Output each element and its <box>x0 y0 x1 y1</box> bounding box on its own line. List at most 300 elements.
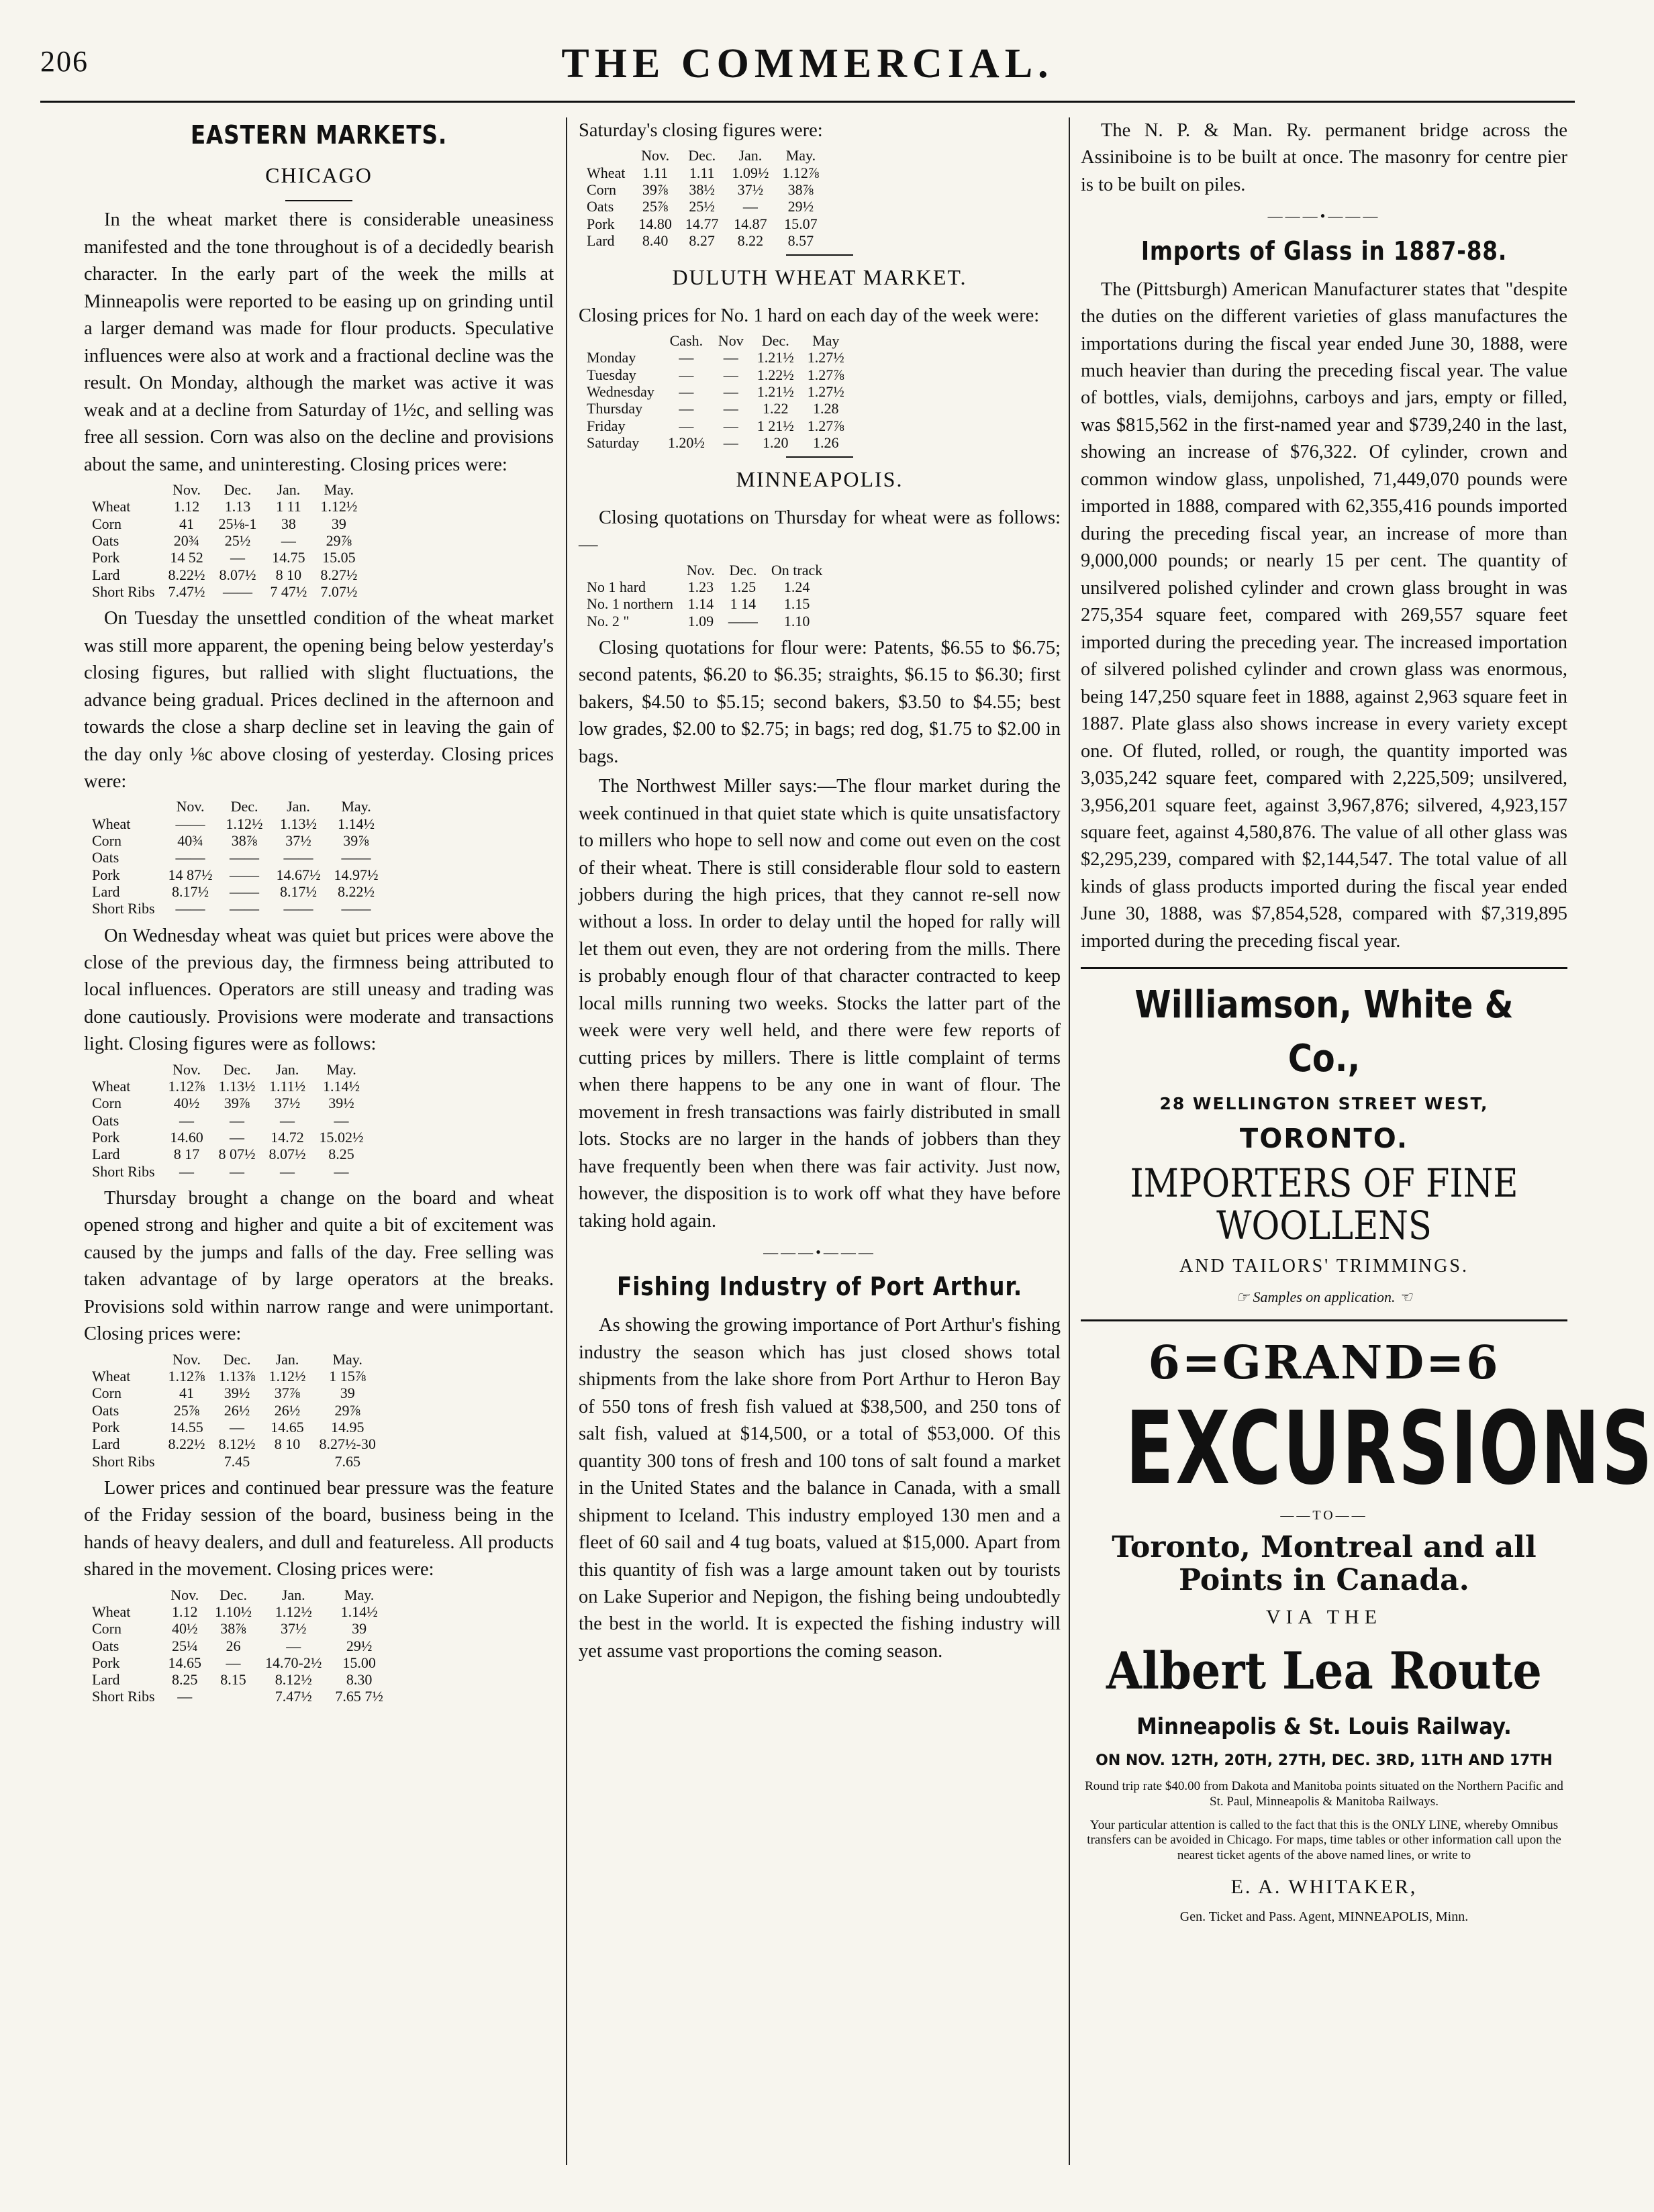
column-header: Jan. <box>277 481 301 499</box>
table-cell: Wheat <box>92 1368 131 1385</box>
table-cell: 14.75 <box>272 549 305 566</box>
title-rule <box>285 200 352 201</box>
table-cell: 8.40 <box>642 232 669 249</box>
table-row <box>84 1419 383 1436</box>
paragraph-northwest-miller: The Northwest Miller says:—The flour market during the week continued in that quiet state which is quite unsatisfactory to millers who hope to sell now and come out even on the cost of their wheat. There is still considerable flour sold to eastern jobbers during the high prices, that they cannot re-sell now without a loss. In order to delay until the hoped for rally will let them out even, they are not ordering from the mills. There is probably enough flour of that character contracted to keep local mills running two weeks. Stocks the latter part of the week were very well held, and there were few reports of cutting prices by millers. There is little complaint of terms when there happens to be any one in want of flour. The movement in fresh transactions was fairly distributed in small lots. Stocks are no larger in the hands of jobbers than they have frequently been when there was fair activity. Just now, however, the disposition is to work off what they have before taking hold again. <box>579 776 1061 1231</box>
table-cell: — <box>723 383 738 401</box>
table-cell: — <box>723 434 738 451</box>
table-cell: Short Ribs <box>92 583 155 600</box>
table-cell: 14.77 <box>685 215 719 232</box>
table-cell: 25½ <box>224 532 251 549</box>
paragraph-fishing: As showing the growing importance of Port Arthur's fishing industry the season which has just closed shows total shipments from the lake shore from Port Arthur to Heron Bay of 550 tons of fresh fish valued at $38,500, and 250 tons of salt fish, valued at $14,500, or a total of $53,000. Of this quantity 300 tons of fresh and 100 tons of salt found a market in the United States and the balance in Canada, with a small shipment to Iceland. This industry employed 130 men and a fleet of 60 sail and 4 tug boats, valued at $15,000. Apart from this quantity of fish was a large amount taken out by tourists on Lake Superior and Nepigon, the fishing being undoubtedly the best in the world. It is expected the fishing industry will yet assume vast proportions the coming season. <box>579 1315 1061 1662</box>
table-cell: 14.67½ <box>276 866 321 883</box>
table-cell: 14.70-2½ <box>265 1654 322 1671</box>
ad-via: VIA THE <box>1266 1605 1382 1628</box>
table-row <box>84 1163 371 1180</box>
column-header: Dec. <box>230 798 258 815</box>
table-row <box>84 1095 371 1111</box>
table-cell: 1.28 <box>813 400 839 417</box>
price-table-monday <box>84 481 364 600</box>
table-cell: 37½ <box>274 1095 301 1112</box>
table-cell: 1.14 <box>687 595 714 613</box>
ad-route-name: Albert Lea Route <box>1106 1640 1542 1701</box>
table-row <box>579 366 851 383</box>
table-cell: Oats <box>92 1111 119 1129</box>
table-cell: Corn <box>587 181 616 199</box>
table-cell: Oats <box>587 198 614 215</box>
table-row <box>84 566 364 583</box>
header-rule <box>40 101 1575 103</box>
table-header-row <box>84 1351 383 1368</box>
column-header: Jan. <box>281 1586 305 1603</box>
table-cell: 8 10 <box>274 1436 301 1453</box>
price-table-friday <box>84 1587 390 1705</box>
table-cell: 39½ <box>328 1095 354 1112</box>
table-cell: — <box>230 1162 245 1180</box>
table-cell: 8.22½ <box>168 566 205 583</box>
table-row <box>84 1453 383 1470</box>
table-cell: 1.12 <box>173 498 200 515</box>
table-cell: 25⅛-1 <box>218 515 257 532</box>
table-cell <box>162 1453 212 1470</box>
column-header: May. <box>785 147 816 164</box>
table-cell: 37½ <box>285 832 311 850</box>
ad-address: 28 WELLINGTON STREET WEST, <box>1159 1094 1489 1114</box>
table-cell: — <box>280 1162 295 1180</box>
table-cell: 39⅞ <box>224 1095 250 1112</box>
table-cell: Wheat <box>92 498 131 515</box>
advertisement-excursions <box>1081 1331 1654 1926</box>
table-cell: Wheat <box>92 815 131 832</box>
table-cell: 1.27½ <box>807 349 844 366</box>
table-row <box>579 579 829 595</box>
ad-subheadline: AND TAILORS' TRIMMINGS. <box>1179 1256 1469 1277</box>
table-row <box>84 900 385 917</box>
column-header <box>84 798 162 815</box>
table-row <box>84 1638 390 1654</box>
column-header <box>579 332 661 349</box>
table-cell: Lard <box>92 1671 120 1689</box>
table-cell: 8.17½ <box>172 883 209 900</box>
table-cell: 38½ <box>689 181 715 199</box>
table-cell: 1.27⅞ <box>807 417 844 434</box>
table-cell: Tuesday <box>587 366 636 383</box>
table-row <box>84 583 364 600</box>
page-number: 206 <box>40 45 89 78</box>
column-divider <box>1069 117 1070 2165</box>
table-cell: 8.12½ <box>275 1671 312 1689</box>
table-cell: — <box>230 1129 245 1146</box>
table-cell: Wheat <box>92 1603 131 1620</box>
table-cell: 8.27 <box>689 232 715 249</box>
table-cell: 1.12⅞ <box>168 1078 205 1095</box>
table-cell: — <box>230 549 245 566</box>
table-cell: 8.15 <box>220 1671 246 1689</box>
table-cell: 7.47½ <box>168 583 205 600</box>
table-cell: — <box>679 417 694 434</box>
table-row <box>84 515 364 532</box>
table-cell: 1.12⅞ <box>168 1368 205 1385</box>
table-cell: — <box>723 349 738 366</box>
table-cell: No 1 hard <box>587 578 646 595</box>
table-cell: 1.27½ <box>807 383 844 401</box>
table-cell: 1.20½ <box>667 434 705 451</box>
table-cell: — <box>723 417 738 434</box>
table-cell: 1.09½ <box>732 164 769 181</box>
table-cell: 37½ <box>737 181 764 199</box>
column-header: May. <box>332 1350 362 1368</box>
paragraph-saturday-intro: Saturday's closing figures were: <box>579 120 823 141</box>
table-cell: 25⅞ <box>642 198 669 215</box>
table-cell: 39½ <box>224 1385 250 1402</box>
table-row <box>84 832 385 849</box>
table-header-row <box>579 147 826 164</box>
column-header: Nov <box>718 332 744 350</box>
advertisement-rule <box>1081 1319 1567 1321</box>
table-cell: 8.07½ <box>269 1146 306 1163</box>
table-row <box>84 883 385 900</box>
table-cell: 8.27½-30 <box>319 1436 376 1453</box>
paragraph-monday: In the wheat market there is considerable uneasiness manifested and the tone throughout is of a decidedly bearish character. In the early part of the week the mills at Minneapolis were reported to be easing up on grinding until a larger demand was made for flour products. Speculative influences were also at work and a fractional decline was the result. On Monday, although the market was active it was weak and at a decline from Saturday of 1½c, and selling was free all session. Corn was also on the decline and provisions about the same, and uninteresting. Closing prices were: <box>84 209 554 475</box>
price-table-wednesday <box>84 1061 371 1180</box>
table-cell: 1.13½ <box>280 815 318 832</box>
column-divider <box>566 117 567 2165</box>
article-title-eastern-markets: EASTERN MARKETS. <box>190 120 448 150</box>
table-cell: Corn <box>92 515 121 532</box>
table-cell: Saturday <box>587 434 640 451</box>
column-header: Jan. <box>275 1350 299 1368</box>
column-header: Dec. <box>224 481 252 499</box>
section-rule <box>786 456 853 458</box>
paragraph-flour-quotations: Closing quotations for flour were: Patents, $6.55 to $6.75; second patents, $6.20 to $6.35; straights, $6.15 to $6.30; first bakers, $4.50 to $5.15; second bakers, $3.50 to $4.55; best low grades, $2.00 to $2.75; in bags; red dog, $1.75 to $2.00 in bags. <box>579 637 1061 767</box>
ad-to-line: ——TO—— <box>1280 1507 1368 1523</box>
ad-grand-heading: 6=GRAND=6 <box>1148 1336 1500 1391</box>
table-cell: —— <box>341 849 371 866</box>
table-row <box>579 383 851 400</box>
column-header <box>84 1351 162 1368</box>
table-cell: 14.87 <box>734 215 767 232</box>
column-header: Dec. <box>729 561 757 579</box>
table-cell: 29⅞ <box>326 532 352 549</box>
table-cell: 20¾ <box>173 532 200 549</box>
table-cell: 14 52 <box>170 549 203 566</box>
table-cell: 25⅞ <box>173 1401 200 1419</box>
table-cell: —— <box>175 849 205 866</box>
table-cell: — <box>226 1654 241 1671</box>
table-cell: Short Ribs <box>92 1452 155 1470</box>
table-row <box>84 1078 371 1095</box>
table-cell: 41 <box>179 515 195 532</box>
table-cell: 1.12½ <box>269 1368 306 1385</box>
column-header: Jan. <box>287 798 310 815</box>
paragraph-wednesday: On Wednesday wheat was quiet but prices were above the close of the previous day, the firmness being attributed to local influences. Operators are still uneasy and trading was done cautiously. Provisions were moderate and transactions light. Closing figures were as follows: <box>84 925 554 1055</box>
column-header: Nov. <box>173 481 201 499</box>
table-cell: — <box>334 1111 349 1129</box>
table-cell: Corn <box>92 1385 121 1402</box>
ad-fine-print-notice: Your particular attention is called to the fact that this is the ONLY LINE, whereby Omnibus transfers can be avoided in Chicago. For maps, time tables or other information call upon the nearest ticket agents of the above named lines, or write to <box>1087 1817 1561 1863</box>
article-subtitle-chicago: CHICAGO <box>265 162 373 187</box>
column-header <box>579 562 680 579</box>
column-header: May <box>812 332 840 350</box>
table-row <box>84 866 385 883</box>
table-header-row <box>579 562 829 579</box>
table-cell: Oats <box>92 1637 119 1654</box>
table-cell: — <box>230 1418 245 1436</box>
table-cell: — <box>281 532 296 549</box>
table-cell: 1.11 <box>642 164 668 181</box>
table-cell: 38⅞ <box>231 832 258 850</box>
table-cell: 37⅞ <box>274 1385 301 1402</box>
table-cell: — <box>280 1111 295 1129</box>
ad-contact-name: E. A. WHITAKER, <box>1230 1875 1418 1898</box>
table-row <box>84 1688 390 1705</box>
table-cell: — <box>179 1162 195 1180</box>
table-cell: 8 07½ <box>218 1146 256 1163</box>
table-header-row <box>84 1587 390 1603</box>
table-cell: — <box>679 366 694 383</box>
table-cell: —— <box>230 900 260 917</box>
table-row <box>84 1368 383 1385</box>
table-cell: 8.12½ <box>218 1436 256 1453</box>
paragraph-bridge: The N. P. & Man. Ry. permanent bridge across the Assiniboine is to be built at once. The masonry for centre pier is to be built on piles. <box>1081 120 1567 195</box>
table-row <box>579 417 851 434</box>
column-header: Nov. <box>686 561 715 579</box>
table-row <box>84 532 364 549</box>
table-cell: 29⅞ <box>334 1401 360 1419</box>
table-cell: 8.25 <box>172 1671 198 1689</box>
table-cell: 1.12⅞ <box>782 164 820 181</box>
table-cell: —— <box>230 883 260 900</box>
table-cell: 1.13 <box>224 498 251 515</box>
table-cell: 1 21½ <box>757 417 794 434</box>
table-cell: 1.21½ <box>757 349 794 366</box>
table-cell: 38⅞ <box>220 1620 246 1638</box>
table-cell: —— <box>728 612 758 630</box>
table-cell: Pork <box>92 1418 120 1436</box>
table-row <box>84 1436 383 1452</box>
table-cell: Thursday <box>587 400 643 417</box>
table-cell: 14.65 <box>271 1418 304 1436</box>
ad-contact-title: Gen. Ticket and Pass. Agent, MINNEAPOLIS, Minn. <box>1179 1909 1469 1924</box>
table-cell: 1.12½ <box>226 815 263 832</box>
column-header: May. <box>344 1586 375 1603</box>
table-row <box>579 349 851 366</box>
table-cell: 1.11½ <box>269 1078 306 1095</box>
table-row <box>84 1385 383 1401</box>
table-cell: 1.10½ <box>215 1603 252 1620</box>
table-cell: 14.97½ <box>334 866 379 883</box>
table-cell: 14 87½ <box>168 866 213 883</box>
column-header <box>579 147 632 164</box>
table-cell: 8.22½ <box>168 1436 205 1453</box>
column-header: Jan. <box>275 1060 299 1078</box>
table-header-row <box>84 481 364 498</box>
table-cell: Pork <box>92 1654 120 1671</box>
table-cell <box>262 1453 313 1470</box>
table-cell: Corn <box>92 1620 121 1638</box>
table-cell: 39 <box>331 515 346 532</box>
table-cell: 1.12½ <box>275 1603 312 1620</box>
table-cell: 1.14½ <box>323 1078 360 1095</box>
table-cell: Oats <box>92 1401 119 1419</box>
table-cell: 15.07 <box>784 215 818 232</box>
table-header-row <box>579 332 851 349</box>
table-row <box>579 613 829 630</box>
column-header: Dec. <box>220 1586 247 1603</box>
table-cell: Pork <box>92 866 120 883</box>
table-cell: —— <box>230 866 260 883</box>
table-row <box>579 434 851 451</box>
ad-destinations: Toronto, Montreal and all Points in Canada. <box>1112 1530 1537 1597</box>
advertisement-williamson-white <box>1081 978 1567 1307</box>
table-cell: — <box>286 1637 301 1654</box>
table-cell: 7.45 <box>224 1452 250 1470</box>
table-cell: 1 15⅞ <box>329 1368 367 1385</box>
table-cell: Short Ribs <box>92 900 155 917</box>
table-cell: 1 11 <box>276 498 301 515</box>
table-cell: 8.22 <box>737 232 764 249</box>
paragraph-friday: Lower prices and continued bear pressure was the feature of the Friday session of the board, business being in the hands of heavy dealers, and dull and featureless. All products shared in the movement. Closing prices were: <box>84 1477 554 1580</box>
paragraph-thursday: Thursday brought a change on the board and wheat opened strong and higher and quite a bit of excitement was caused by the jumps and falls of the day. Free selling was taken advantage of by large operators at the breaks. Provisions sold within narrow range and were unimportant. Closing prices were: <box>84 1187 554 1345</box>
column-header <box>84 1061 162 1078</box>
table-cell: — <box>679 400 694 417</box>
table-cell: 8.57 <box>787 232 814 249</box>
column-1 <box>84 117 554 2165</box>
table-row <box>579 181 826 198</box>
column-header: On track <box>771 561 823 579</box>
table-row <box>579 595 829 612</box>
masthead: THE COMMERCIAL. <box>561 41 1054 87</box>
table-cell: — <box>679 383 694 401</box>
ad-city: TORONTO. <box>1239 1123 1409 1154</box>
table-cell: 1.09 <box>687 612 714 630</box>
paragraph-tuesday: On Tuesday the unsettled condition of the wheat market was still more apparent, the opening being below yesterday's closing figures, but rallied with slight fluctuations, the advance being gradual. Prices declined in the afternoon and towards the close a sharp decline set in leaving the gain of the day only ⅛c above closing of yesterday. Closing prices were: <box>84 608 554 792</box>
table-cell: — <box>723 400 738 417</box>
table-row <box>579 198 826 215</box>
table-cell: 8.07½ <box>219 566 256 583</box>
table-row <box>84 549 364 566</box>
table-cell: — <box>179 1111 195 1129</box>
table-cell: 15.02½ <box>319 1129 364 1146</box>
separator-ornament: ———•——— <box>763 1244 876 1261</box>
table-cell <box>208 1688 258 1705</box>
table-cell: 1.14½ <box>338 815 375 832</box>
table-cell: 7.65 7½ <box>335 1688 383 1705</box>
column-header: May. <box>326 1060 356 1078</box>
table-cell: 38 <box>281 515 296 532</box>
ad-excursions-heading: EXCURSIONS <box>1125 1390 1654 1507</box>
table-cell: 29½ <box>346 1637 373 1654</box>
table-cell: Wheat <box>92 1078 131 1095</box>
table-header-row <box>84 798 385 815</box>
table-cell: 8.22½ <box>338 883 375 900</box>
table-row <box>84 498 364 515</box>
column-header: Nov. <box>176 798 205 815</box>
table-row <box>84 1620 390 1637</box>
table-cell: Lard <box>92 566 120 583</box>
table-row <box>579 164 826 181</box>
column-header: Dec. <box>761 332 789 350</box>
table-row <box>84 1146 371 1162</box>
table-cell: 37½ <box>280 1620 307 1638</box>
table-cell: — <box>177 1688 193 1705</box>
table-cell: —— <box>230 849 260 866</box>
table-cell: 26½ <box>224 1401 250 1419</box>
table-cell: 26 <box>226 1637 241 1654</box>
table-cell: 7.07½ <box>320 583 358 600</box>
table-cell: 8.30 <box>346 1671 373 1689</box>
table-cell: Corn <box>92 832 121 850</box>
article-title-fishing: Fishing Industry of Port Arthur. <box>617 1272 1022 1302</box>
table-cell: Monday <box>587 349 636 366</box>
table-row <box>84 1603 390 1620</box>
table-cell: 8.25 <box>328 1146 354 1163</box>
column-header <box>84 1587 162 1603</box>
ad-headline: IMPORTERS OF FINE WOOLLENS <box>1130 1160 1518 1249</box>
table-cell: 1.12 <box>172 1603 198 1620</box>
table-cell: Corn <box>92 1095 121 1112</box>
table-row <box>84 815 385 832</box>
table-cell: 41 <box>179 1385 195 1402</box>
column-header: Dec. <box>688 147 716 164</box>
table-cell: —— <box>283 849 313 866</box>
table-cell: 25¼ <box>172 1637 198 1654</box>
table-cell: No. 2 " <box>587 612 630 630</box>
table-row <box>579 215 826 232</box>
table-cell: Pork <box>92 1129 120 1146</box>
table-cell: 1 14 <box>730 595 757 613</box>
table-cell: 40¾ <box>177 832 203 850</box>
column-header: Jan. <box>738 147 763 164</box>
table-cell: 7 47½ <box>270 583 307 600</box>
price-table-tuesday <box>84 798 385 917</box>
table-header-row <box>84 1061 371 1078</box>
table-cell: Pork <box>92 549 120 566</box>
page-header <box>40 40 1575 94</box>
column-header: May. <box>324 481 354 499</box>
column-header <box>84 481 162 498</box>
table-cell: Lard <box>587 232 615 249</box>
table-cell: 14.65 <box>168 1654 202 1671</box>
table-cell: 1.24 <box>783 578 810 595</box>
table-cell: 1.26 <box>813 434 839 451</box>
table-cell: — <box>723 366 738 383</box>
table-cell: 39⅞ <box>642 181 669 199</box>
column-header: Nov. <box>173 1350 201 1368</box>
table-cell: 1.22 <box>763 400 789 417</box>
table-row <box>84 1112 371 1129</box>
column-2 <box>579 117 1061 2165</box>
ad-railway-name: Minneapolis & St. Louis Railway. <box>1136 1713 1512 1741</box>
ad-company-name: Williamson, White & Co., <box>1134 983 1514 1080</box>
table-cell: 1.12½ <box>320 498 358 515</box>
table-cell: Wednesday <box>587 383 654 401</box>
table-cell: Oats <box>92 849 119 866</box>
table-cell: 7.47½ <box>275 1688 312 1705</box>
table-cell: 14.60 <box>170 1129 203 1146</box>
table-cell: 39⅞ <box>343 832 369 850</box>
table-cell: 25½ <box>689 198 715 215</box>
table-cell: No. 1 northern <box>587 595 673 613</box>
table-row <box>84 849 385 866</box>
column-header: Nov. <box>171 1586 199 1603</box>
table-cell: 14.80 <box>638 215 672 232</box>
article-title-duluth: DULUTH WHEAT MARKET. <box>672 265 967 290</box>
table-cell: 8.27½ <box>320 566 358 583</box>
table-cell: Lard <box>92 1436 120 1453</box>
table-cell: 1.23 <box>687 578 714 595</box>
table-cell: —— <box>175 815 205 832</box>
